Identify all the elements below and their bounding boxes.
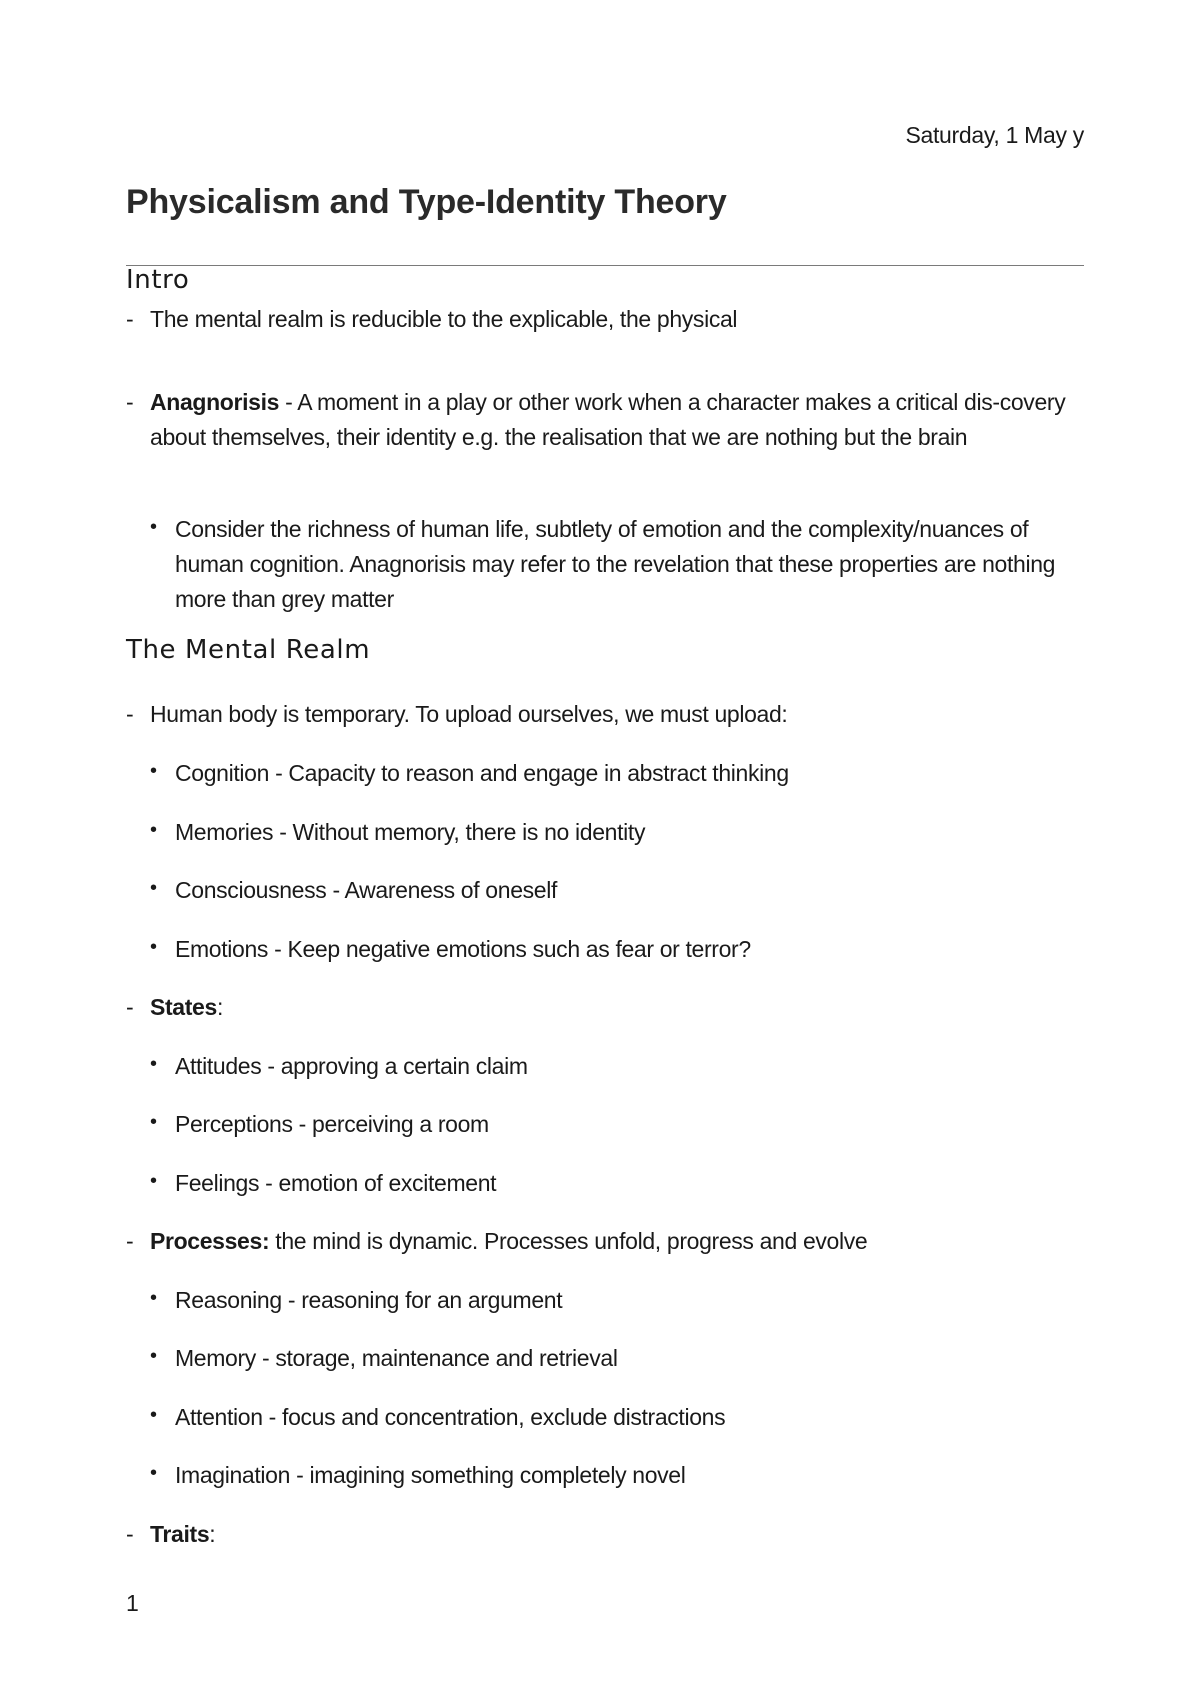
bullet-marker: • (150, 1053, 157, 1075)
dash-marker: - (126, 1521, 134, 1547)
bullet-marker: • (150, 1170, 157, 1192)
bullet-marker: • (150, 1462, 157, 1484)
list-item-text: Imagination - imagining something completely novel (175, 1462, 686, 1488)
bullet-marker: • (150, 1287, 157, 1309)
bullet-marker: • (150, 760, 157, 782)
bullet-marker: • (150, 877, 157, 899)
dash-marker: - (126, 306, 134, 332)
dash-marker: - (126, 389, 134, 415)
bullet-marker: • (150, 819, 157, 841)
list-item (126, 990, 1086, 1025)
list-item (150, 1458, 1086, 1493)
list-item-text: Cognition - Capacity to reason and engage in abstract thinking (175, 760, 789, 786)
list-item (126, 1224, 1086, 1259)
list-item (150, 873, 1086, 908)
term-label: Traits (150, 1521, 210, 1547)
bullet-marker: • (150, 936, 157, 958)
list-item (150, 1283, 1086, 1318)
dash-marker: - (126, 701, 134, 727)
term-label: States (150, 994, 217, 1020)
list-item-text: Consider the richness of human life, subtlety of emotion and the complexity/nuances of human cognition. Anagnorisis may refer to the revelation that these properties are nothing more than grey matter (175, 516, 1056, 612)
list-item-text: Consciousness - Awareness of oneself (175, 877, 558, 903)
list-item (150, 756, 1086, 791)
list-item (150, 1341, 1086, 1376)
list-item-text: Reasoning - reasoning for an argument (175, 1287, 563, 1313)
term-definition: : (209, 1521, 216, 1547)
section-heading-intro: Intro (126, 265, 190, 295)
list-item-text: Memories - Without memory, there is no identity (175, 819, 646, 845)
term-definition: the mind is dynamic. Processes unfold, progress and evolve (269, 1228, 868, 1254)
list-item (150, 1166, 1086, 1201)
list-item-text (150, 990, 1086, 1025)
list-item-text: Emotions - Keep negative emotions such as fear or terror? (175, 936, 751, 962)
list-item-text: Memory - storage, maintenance and retrieval (175, 1345, 618, 1371)
list-item (150, 1107, 1086, 1142)
list-item-text (150, 385, 1086, 455)
list-item (126, 302, 1086, 337)
list-item-text (150, 1517, 1086, 1552)
list-item-text: Feelings - emotion of excitement (175, 1170, 497, 1196)
list-item (126, 697, 1086, 732)
list-item (126, 385, 1086, 455)
bullet-marker: • (150, 1404, 157, 1426)
list-item (150, 815, 1086, 850)
page-title: Physicalism and Type-Identity Theory (126, 183, 727, 221)
list-item-text (150, 1224, 1086, 1259)
title-divider (126, 265, 1084, 266)
bullet-marker: • (150, 1111, 157, 1133)
list-item-text: Attention - focus and concentration, exclude distractions (175, 1404, 726, 1430)
bullet-marker: • (150, 516, 157, 538)
list-item-text: The mental realm is reducible to the explicable, the physical (150, 306, 738, 332)
header-date: Saturday, 1 May y (905, 122, 1084, 148)
list-item (150, 512, 1086, 617)
dash-marker: - (126, 994, 134, 1020)
section-heading-mental-realm: The Mental Realm (126, 635, 371, 665)
list-item-text: Perceptions - perceiving a room (175, 1111, 489, 1137)
dash-marker: - (126, 1228, 134, 1254)
list-item-text: Human body is temporary. To upload ourselves, we must upload: (150, 701, 788, 727)
list-item (150, 932, 1086, 967)
list-item (150, 1049, 1086, 1084)
list-item-text: Attitudes - approving a certain claim (175, 1053, 528, 1079)
term-label: Anagnorisis (150, 389, 280, 415)
list-item (150, 1400, 1086, 1435)
term-definition: : (216, 994, 223, 1020)
term-label: Processes: (150, 1228, 270, 1254)
bullet-marker: • (150, 1345, 157, 1367)
term-definition: - A moment in a play or other work when a character makes a critical dis-covery about themselves, their identity e.g. the realisation that we are nothing but the brain (150, 389, 1066, 450)
list-item (126, 1517, 1086, 1552)
page-number: 1 (126, 1590, 139, 1616)
